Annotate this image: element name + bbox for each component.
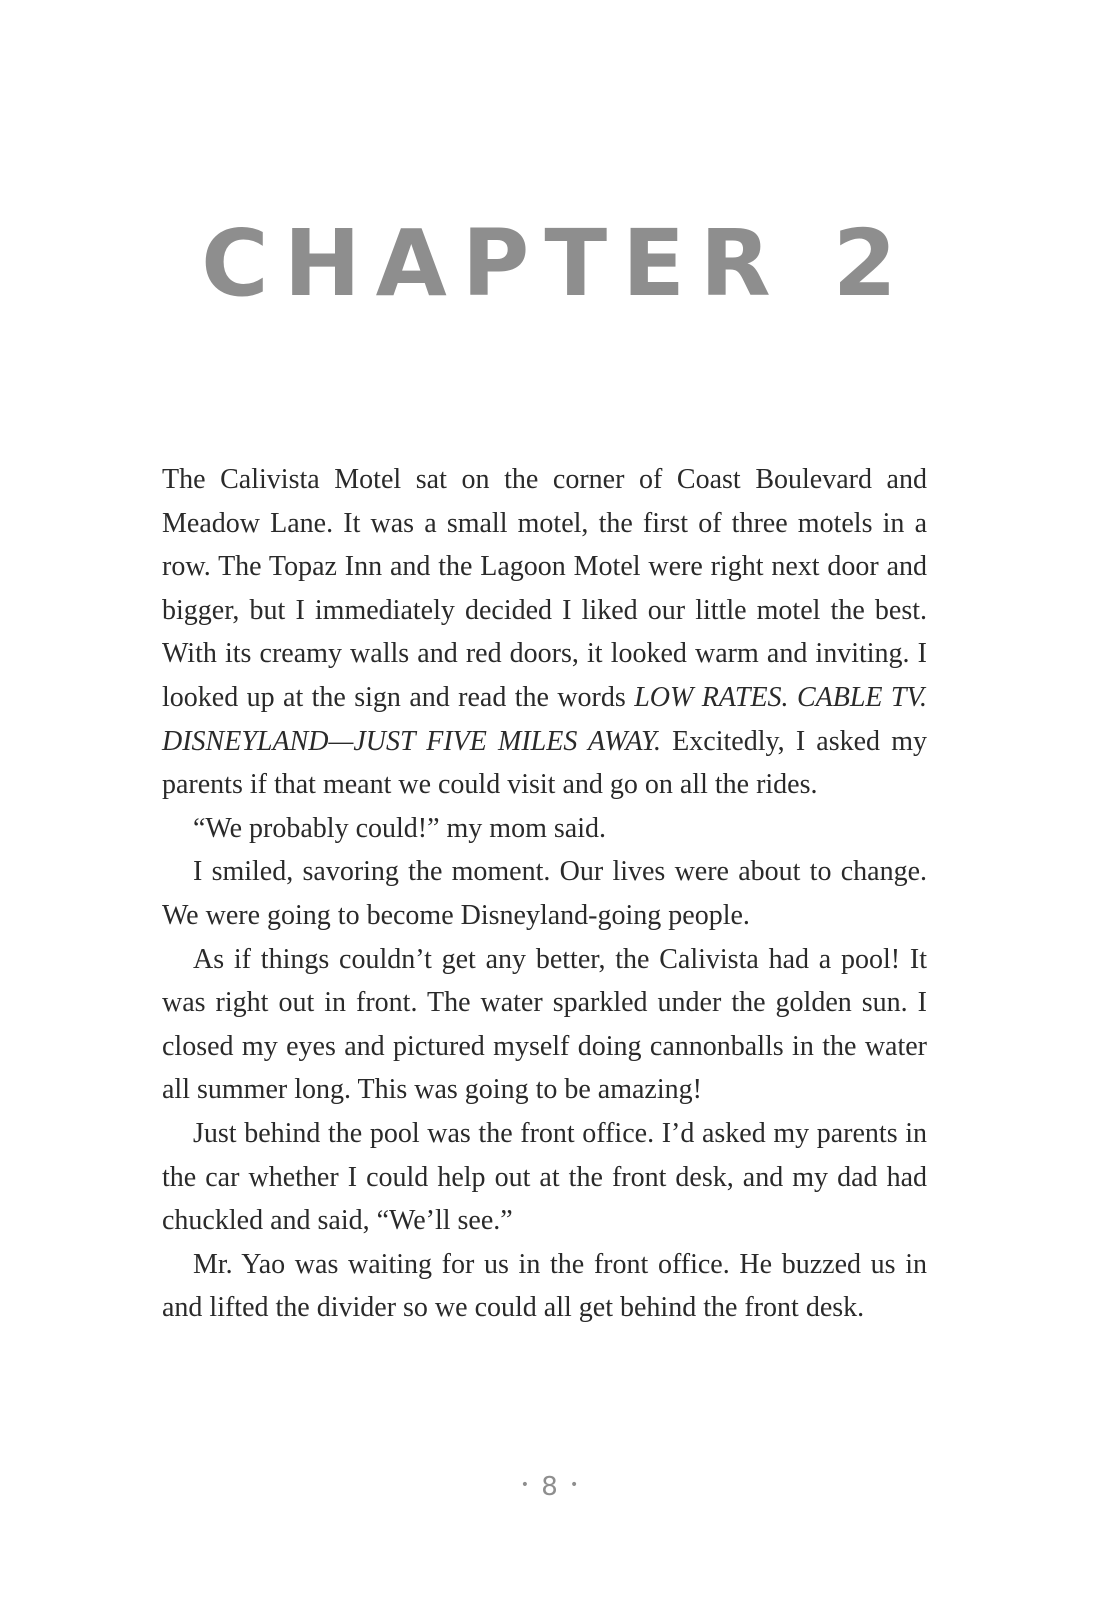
page-number: 8	[541, 1472, 560, 1502]
paragraph-5: Just behind the pool was the front office. I’d asked my parents in the car whether I could help out at the front desk, and my dad had chuckled and said, “We’ll see.”	[162, 1117, 927, 1237]
chapter-heading: CHAPTER 2	[201, 210, 912, 317]
paragraph-1-after: Excitedly, I asked my parents if that meant we could visit and go on all the rides.	[162, 725, 927, 801]
paragraph-4: As if things couldn’t get any better, the Calivista had a pool! It was right out in front. The water sparkled under the golden sun. I closed my eyes and pictured myself doing cannonballs in the water all summer long. This was going to be amazing!	[162, 943, 927, 1106]
folio-dot-right-icon: •	[570, 1476, 581, 1493]
folio-dot-left-icon: •	[520, 1476, 531, 1493]
paragraph-1-text: The Calivista Motel sat on the corner of Coast Boulevard and Meadow Lane. It was a small motel, the first of three motels in a row. The Topaz Inn and the Lagoon Motel were right next door and bigger, but I immediately decided I liked our little motel the best. With its creamy walls and red doors, it looked warm and inviting. I looked up at the sign and read the words	[162, 464, 927, 713]
page-number-footer	[0, 1472, 1101, 1502]
sign-text: LOW RATES. CABLE TV. DISNEYLAND—JUST FIVE MILES AWAY.	[162, 681, 927, 757]
paragraph-2: “We probably could!” my mom said.	[193, 812, 606, 844]
chapter-body	[162, 458, 927, 1330]
paragraph-3: I smiled, savoring the moment. Our lives were about to change. We were going to become Disneyland-going people.	[162, 856, 927, 931]
paragraph-1	[162, 458, 927, 807]
paragraph-6: Mr. Yao was waiting for us in the front office. He buzzed us in and lifted the divider so we could all get behind the front desk.	[162, 1248, 927, 1324]
